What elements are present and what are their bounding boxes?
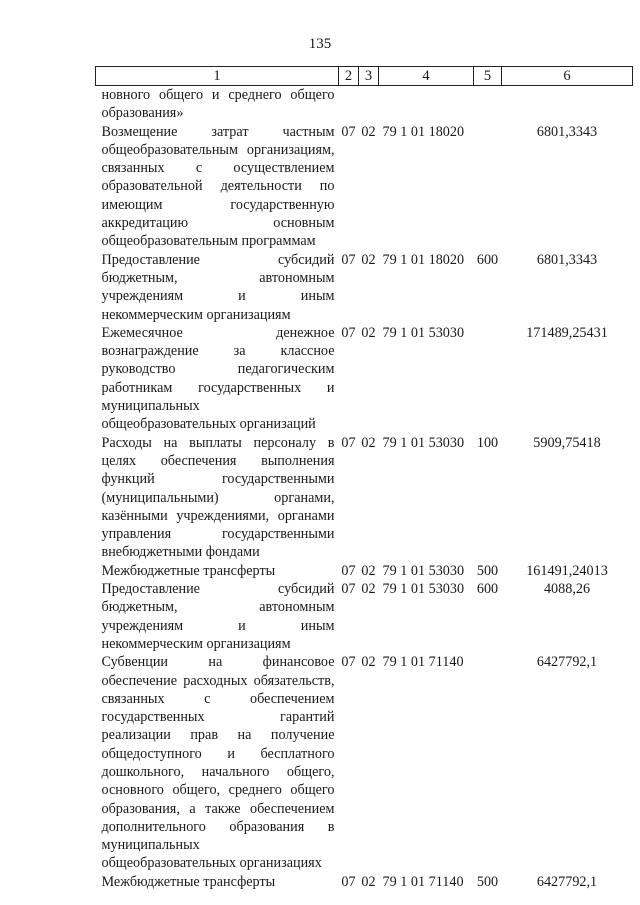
row-target-code: 79 1 01 53030	[382, 562, 465, 579]
row-name: Предоставление субсидий бюджетным, автономным учреждениям и иным некоммерческим организациям	[101, 581, 335, 652]
row-target-code: 79 1 01 53030	[382, 434, 465, 451]
row-name: Расходы на выплаты персоналу в целях обеспечения выполнения функций государственными (муниципальными) органами, казёнными учреждениями, органами управления государственными внебюджетными фондами	[101, 434, 335, 561]
row-section: 07	[341, 562, 356, 579]
row-section: 07	[341, 434, 356, 451]
row-amount: 6801,3343	[536, 123, 598, 140]
table-row	[96, 873, 633, 891]
row-amount	[502, 86, 633, 123]
row-subsection: 02	[361, 581, 376, 598]
table-row	[96, 324, 633, 434]
row-expense-type	[474, 86, 502, 123]
column-header: 6	[502, 67, 633, 86]
budget-table	[95, 66, 633, 891]
row-section: 07	[341, 123, 356, 140]
row-amount: 161491,24013	[526, 562, 608, 579]
column-header: 3	[359, 67, 379, 86]
row-amount: 4088,26	[543, 581, 591, 598]
table-header-row	[96, 67, 633, 86]
row-amount: 6427792,1	[536, 873, 598, 890]
row-target-code: 79 1 01 71140	[382, 654, 464, 671]
table-row	[96, 580, 633, 653]
row-expense-type: 600	[476, 251, 499, 268]
table-row	[96, 434, 633, 562]
row-subsection: 02	[361, 324, 376, 341]
row-subsection: 02	[361, 251, 376, 268]
row-name: Субвенции на финансовое обеспечение расходных обязательств, связанных с обеспечением государственных гарантий реализации прав на получение общедоступного и бесплатного дошкольного, начального общего, основного общего, среднего общего образования, а также обеспечением дополнительного образования в муниципальных общеобразовательных организациях	[101, 654, 335, 872]
row-name: Межбюджетные трансферты	[101, 873, 276, 890]
row-name: Межбюджетные трансферты	[101, 562, 276, 579]
table-row	[96, 86, 633, 123]
column-header: 5	[474, 67, 502, 86]
row-section	[339, 86, 359, 123]
row-section: 07	[341, 324, 356, 341]
table-row	[96, 562, 633, 580]
row-amount: 5909,75418	[533, 434, 601, 451]
table-row	[96, 123, 633, 251]
row-amount: 6801,3343	[536, 251, 598, 268]
row-target-code: 79 1 01 71140	[382, 873, 464, 890]
row-name: Ежемесячное денежное вознаграждение за классное руководство педагогическим работникам государственных и муниципальных общеобразовательных организаций	[101, 324, 335, 433]
column-header: 4	[379, 67, 474, 86]
row-name: новного общего и среднего общего образования»	[101, 87, 335, 122]
row-subsection: 02	[361, 873, 376, 890]
row-amount: 171489,25431	[526, 324, 608, 341]
row-expense-type: 500	[476, 562, 499, 579]
row-subsection: 02	[361, 562, 376, 579]
row-target-code: 79 1 01 18020	[382, 251, 465, 268]
row-expense-type: 600	[476, 581, 499, 598]
row-subsection: 02	[361, 123, 376, 140]
row-section: 07	[341, 581, 356, 598]
row-name: Предоставление субсидий бюджетным, автономным учреждениям и иным некоммерческим организациям	[101, 251, 335, 323]
row-section: 07	[341, 251, 356, 268]
table-row	[96, 653, 633, 873]
row-expense-type	[474, 653, 502, 873]
row-target-code	[379, 86, 474, 123]
row-expense-type: 500	[476, 873, 499, 890]
row-target-code: 79 1 01 18020	[382, 123, 465, 140]
row-target-code: 79 1 01 53030	[382, 324, 465, 341]
column-header: 1	[96, 67, 339, 86]
row-expense-type: 100	[476, 434, 499, 451]
row-expense-type	[474, 123, 502, 251]
row-section: 07	[341, 873, 356, 890]
row-section: 07	[341, 654, 356, 671]
row-subsection: 02	[361, 434, 376, 451]
table-row	[96, 251, 633, 324]
row-target-code: 79 1 01 53030	[382, 581, 465, 598]
row-amount: 6427792,1	[536, 654, 598, 671]
row-subsection	[359, 86, 379, 123]
column-header: 2	[339, 67, 359, 86]
row-name: Возмещение затрат частным общеобразовательным организациям, связанных с осуществлением образовательной деятельности по имеющим государственную аккредитацию основным общеобразовательным программам	[101, 123, 335, 250]
page-number: 135	[308, 36, 332, 52]
row-subsection: 02	[361, 654, 376, 671]
row-expense-type	[474, 324, 502, 434]
